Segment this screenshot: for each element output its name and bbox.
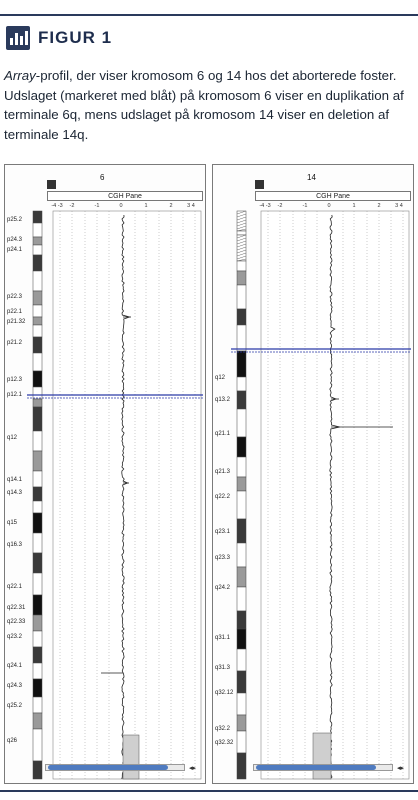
ideogram-band (33, 487, 42, 501)
ideogram-band (237, 437, 246, 457)
ideogram-band (237, 409, 246, 437)
scale-tick-label: -4 -3 (51, 203, 63, 209)
pane-header: CGH Pane (255, 191, 411, 201)
band-label: q16.3 (7, 542, 23, 548)
scale-tick-label: -1 (302, 203, 308, 209)
ideogram-band (237, 285, 246, 309)
scale-ticks (259, 203, 402, 209)
ideogram-band (237, 611, 246, 629)
horizontal-scrollbar[interactable] (45, 764, 185, 771)
band-labels (215, 375, 234, 746)
ideogram-band (237, 325, 246, 351)
top-rule (0, 14, 418, 16)
ideogram-band (33, 533, 42, 553)
ideogram-band (237, 477, 246, 491)
ideogram-band (237, 671, 246, 693)
ideogram-band (237, 211, 246, 231)
ideogram-band (33, 245, 42, 255)
scale-tick-label: 1 (144, 203, 148, 209)
caption-text: -profil, der viser kromosom 6 og 14 hos det aborterede foster. Udslaget (markeret med blåt) på kromosom 6 viser en duplikation af terminale 6q, mens udslaget på kromosom 14 viser en deletion af terminale 14q. (4, 68, 404, 142)
ideogram-band (33, 237, 42, 245)
figure-title: FIGUR 1 (38, 28, 113, 47)
band-label: q23.1 (215, 529, 231, 535)
ideogram-band (237, 457, 246, 477)
band-label: q23.3 (215, 555, 231, 561)
band-label: q24.2 (215, 585, 231, 591)
band-label: q12 (7, 435, 18, 441)
ideogram-band (237, 567, 246, 587)
ideogram-band (33, 223, 42, 237)
ideogram-band (33, 211, 42, 223)
band-labels (7, 217, 26, 744)
figure-header (0, 20, 418, 60)
ideogram-band (33, 353, 42, 371)
scale-tick-label: 0 (327, 203, 331, 209)
band-label: q26 (7, 738, 18, 744)
ideogram-band (237, 235, 246, 261)
band-label: q21.1 (215, 431, 231, 437)
chr6-plot (5, 201, 205, 791)
scale-tick-label: 3 4 (395, 203, 403, 209)
ideogram-band (33, 729, 42, 761)
ideogram-band (33, 713, 42, 729)
band-label: p24.1 (7, 247, 23, 253)
band-label: q12 (215, 375, 226, 381)
ideogram-band (237, 351, 246, 377)
ideogram-band (33, 595, 42, 615)
band-label: q24.1 (7, 663, 23, 669)
ideogram-band (237, 649, 246, 671)
scale-tick-label: -1 (94, 203, 100, 209)
ideogram-band (33, 513, 42, 533)
scale-tick-label: 0 (119, 203, 123, 209)
band-label: q22.31 (7, 605, 26, 611)
scale-tick-label: 2 (169, 203, 173, 209)
ideogram (237, 211, 246, 779)
band-label: p22.1 (7, 309, 23, 315)
ideogram (33, 211, 42, 779)
array-panel-chr6 (4, 164, 206, 784)
grid-lines (261, 211, 409, 779)
horizontal-scrollbar[interactable] (253, 764, 393, 771)
band-label: q14.1 (7, 477, 23, 483)
band-label: p24.3 (7, 237, 23, 243)
ideogram-band (33, 631, 42, 647)
band-label: q21.3 (215, 469, 231, 475)
scale-tick-label: -2 (277, 203, 283, 209)
ideogram-band (237, 491, 246, 519)
band-label: q32.2 (215, 726, 231, 732)
scale-tick-label: -2 (69, 203, 75, 209)
band-label: p25.2 (7, 217, 23, 223)
cnv-block (313, 733, 331, 779)
bottom-rule (0, 790, 418, 792)
plot-frame (261, 211, 409, 779)
cnv-block (123, 735, 139, 779)
ideogram-band (237, 753, 246, 779)
ideogram-band (33, 407, 42, 431)
ideogram-band (237, 271, 246, 285)
ideogram-band (33, 697, 42, 713)
ideogram-band (33, 679, 42, 697)
ideogram-band (33, 471, 42, 487)
pane-header: CGH Pane (47, 191, 203, 201)
band-label: p12.3 (7, 377, 23, 383)
ideogram-band (33, 337, 42, 353)
caption-italic: Array (4, 68, 36, 83)
ideogram-band (33, 305, 42, 317)
band-label: q13.2 (215, 397, 231, 403)
ideogram-band (237, 391, 246, 409)
scale-tick-label: 1 (352, 203, 356, 209)
ideogram-band (237, 309, 246, 325)
ideogram-band (237, 543, 246, 567)
scroll-thumb[interactable] (48, 765, 168, 770)
band-label: q32.12 (215, 690, 234, 696)
ideogram-band (33, 271, 42, 291)
band-label: q24.3 (7, 683, 23, 689)
ideogram-band (33, 291, 42, 305)
scale-ticks (51, 203, 194, 209)
bar-chart-icon (6, 26, 30, 50)
band-label: q22.1 (7, 584, 23, 590)
band-label: p21.32 (7, 319, 26, 325)
scale-tick-label: 3 4 (187, 203, 195, 209)
ideogram-band (33, 647, 42, 663)
ideogram-band (33, 255, 42, 271)
panel-marker (255, 180, 264, 189)
ideogram-band (33, 615, 42, 631)
band-label: q25.2 (7, 703, 23, 709)
ideogram-band (237, 231, 246, 235)
ideogram-band (33, 325, 42, 337)
band-label: p21.2 (7, 340, 23, 346)
ideogram-band (33, 431, 42, 451)
scroll-arrows[interactable]: ◂▸ (189, 765, 197, 772)
ideogram-band (237, 261, 246, 271)
scroll-thumb[interactable] (256, 765, 376, 770)
scale-tick-label: 2 (377, 203, 381, 209)
band-label: p12.1 (7, 392, 23, 398)
ideogram-band (237, 629, 246, 649)
ideogram-band (237, 519, 246, 543)
panel-marker (47, 180, 56, 189)
scale-tick-label: -4 -3 (259, 203, 271, 209)
ideogram-band (33, 399, 42, 407)
ideogram-band (33, 317, 42, 325)
figure-caption (4, 66, 414, 144)
ideogram-band (33, 387, 42, 399)
panel-title: 6 (100, 173, 105, 182)
band-label: q31.3 (215, 665, 231, 671)
panel-title: 14 (307, 173, 316, 182)
array-panel-chr14 (212, 164, 414, 784)
band-label: q14.3 (7, 490, 23, 496)
chr14-plot (213, 201, 413, 791)
band-label: q22.33 (7, 619, 26, 625)
ideogram-band (33, 501, 42, 513)
plot-frame (53, 211, 201, 779)
ideogram-band (237, 587, 246, 611)
ideogram-band (33, 553, 42, 573)
band-label: q31.1 (215, 635, 231, 641)
grid-lines (53, 211, 201, 779)
ideogram-band (33, 761, 42, 779)
band-label: q22.2 (215, 494, 231, 500)
ideogram-band (237, 731, 246, 753)
band-label: q15 (7, 520, 18, 526)
ideogram-band (33, 371, 42, 387)
ideogram-band (237, 715, 246, 731)
ideogram-band (237, 693, 246, 715)
scroll-arrows[interactable]: ◂▸ (397, 765, 405, 772)
ideogram-band (33, 451, 42, 471)
band-label: p22.3 (7, 294, 23, 300)
ideogram-band (237, 377, 246, 391)
ideogram-band (33, 663, 42, 679)
band-label: q23.2 (7, 634, 23, 640)
band-label: q32.32 (215, 740, 234, 746)
ideogram-band (33, 573, 42, 595)
